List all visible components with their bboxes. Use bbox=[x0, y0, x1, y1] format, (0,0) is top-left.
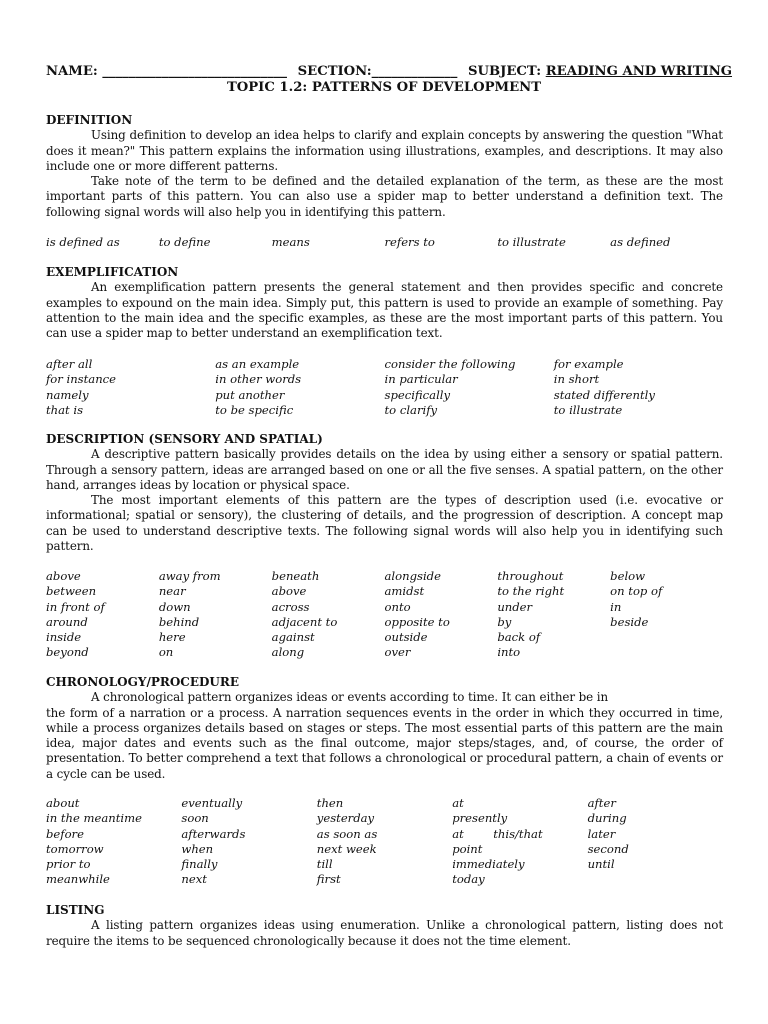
chronology-paragraph-1a: A chronological pattern organizes ideas or events according to time. It can either be in bbox=[91, 690, 609, 705]
signal-word: during bbox=[587, 811, 627, 826]
signal-word: presently bbox=[452, 811, 508, 826]
signal-word: beneath bbox=[271, 569, 320, 583]
signal-word: for example bbox=[553, 357, 624, 371]
signal-word: till bbox=[316, 857, 333, 872]
signal-word: prior to bbox=[46, 857, 91, 872]
signal-word: as an example bbox=[215, 357, 300, 371]
signal-word: alongside bbox=[384, 569, 441, 583]
signal-word: next week bbox=[316, 841, 377, 856]
signal-word: beyond bbox=[46, 645, 89, 660]
signal-word: near bbox=[158, 584, 186, 599]
signal-word: then bbox=[316, 796, 344, 810]
definition-section bbox=[46, 113, 723, 220]
signal-word: until bbox=[587, 857, 615, 872]
signal-word: put another bbox=[215, 387, 285, 402]
topic-title: TOPIC 1.2: PATTERNS OF DEVELOPMENT bbox=[226, 80, 542, 95]
signal-word: amidst bbox=[384, 584, 425, 599]
chronology-heading: CHRONOLOGY/PROCEDURE bbox=[46, 675, 239, 689]
signal-word: in bbox=[610, 599, 622, 614]
signal-word: meanwhile bbox=[46, 872, 110, 887]
chronology-paragraph-1b: the form of a narration or a process. A narration sequences events in the order in which they occurred in time, while a process organizes details based on stages or steps. The most essential parts of this pattern are the main idea, major dates and events such as the final outcome, major steps/stages, and, of course, the order of presentation. To better comprehend a text that follows a chronological or procedural pattern, a chain of events or a cycle can be used. bbox=[46, 705, 723, 781]
signal-word: back of bbox=[497, 630, 541, 645]
exemplification-section bbox=[46, 265, 723, 341]
signal-word: to illustrate bbox=[497, 235, 566, 249]
signal-word bbox=[610, 630, 723, 645]
signal-word: onto bbox=[384, 599, 411, 614]
signal-word: yesterday bbox=[316, 811, 375, 826]
signal-word: specifically bbox=[384, 387, 451, 402]
description-section bbox=[46, 432, 723, 554]
signal-word: down bbox=[158, 599, 191, 614]
exemplification-paragraph-1: An exemplification pattern presents the general statement and then provides specific and concrete examples to expound on the main idea. Simply put, this pattern is used to provide an example of something. Pay attention to the main idea and the specific examples, as these are the most important parts of this pattern. You can use a spider map to better understand an exemplification text. bbox=[46, 280, 723, 341]
signal-word: eventually bbox=[181, 796, 243, 810]
signal-word: before bbox=[46, 826, 84, 841]
signal-word: beside bbox=[610, 614, 649, 629]
signal-word: in front of bbox=[46, 599, 105, 614]
signal-word: above bbox=[46, 569, 81, 583]
signal-word: into bbox=[497, 645, 521, 660]
signal-word: second bbox=[587, 841, 629, 856]
signal-word: after all bbox=[46, 357, 93, 371]
signal-word: to be specific bbox=[215, 402, 294, 417]
signal-word: that is bbox=[46, 402, 84, 417]
signal-word: first bbox=[316, 872, 341, 887]
subject-value: READING AND WRITING bbox=[545, 64, 733, 79]
signal-word: is defined as bbox=[46, 235, 120, 249]
signal-word: on bbox=[158, 645, 174, 660]
signal-word: point bbox=[452, 841, 483, 856]
exemplification-heading: EXEMPLIFICATION bbox=[46, 265, 179, 279]
signal-word: afterwards bbox=[181, 826, 246, 841]
signal-word: across bbox=[271, 599, 310, 614]
signal-word: after bbox=[587, 796, 616, 810]
signal-word: namely bbox=[46, 387, 89, 402]
signal-word: consider the following bbox=[384, 357, 516, 371]
signal-word: against bbox=[271, 630, 315, 645]
exemplification-signal-words bbox=[46, 357, 723, 418]
description-paragraph-1: A descriptive pattern basically provides details on the idea by using either a sensory or spatial pattern. Through a sensory pattern, ideas are arranged based on one or all the five senses. A spatial pattern, on the other hand, arranges ideas by location or physical space. bbox=[46, 447, 723, 492]
subject-label: SUBJECT: bbox=[467, 64, 542, 79]
signal-word: in the meantime bbox=[46, 811, 142, 826]
signal-word: refers to bbox=[384, 235, 435, 249]
signal-word: next bbox=[181, 872, 207, 887]
signal-word: outside bbox=[384, 630, 428, 645]
signal-word: behind bbox=[158, 614, 200, 629]
signal-word: in particular bbox=[384, 372, 458, 387]
signal-word: by bbox=[497, 614, 512, 629]
signal-word: opposite to bbox=[384, 614, 450, 629]
signal-word: about bbox=[46, 796, 80, 810]
listing-section bbox=[46, 903, 723, 949]
signal-word: below bbox=[610, 569, 646, 583]
signal-word: on top of bbox=[610, 584, 663, 599]
name-field[interactable]: NAME: ____________________________ bbox=[46, 64, 288, 79]
signal-word: stated differently bbox=[553, 387, 655, 402]
signal-word: in short bbox=[553, 372, 600, 387]
section-field[interactable]: SECTION:_____________ bbox=[297, 64, 458, 79]
signal-word: to the right bbox=[497, 584, 565, 599]
signal-word: for instance bbox=[46, 372, 117, 387]
signal-word: tomorrow bbox=[46, 841, 104, 856]
definition-paragraph-1: Using definition to develop an idea helps to clarify and explain concepts by answering the question "What does it mean?" This pattern explains the information using illustrations, examples, and descriptions. It may also include one or more different patterns. bbox=[46, 128, 723, 173]
listing-paragraph-1: A listing pattern organizes ideas using enumeration. Unlike a chronological pattern, listing does not require the items to be sequenced chronologically because it does not the time element. bbox=[46, 918, 723, 948]
signal-word: as soon as bbox=[316, 826, 378, 841]
description-heading: DESCRIPTION (SENSORY AND SPATIAL) bbox=[46, 432, 323, 446]
signal-word: over bbox=[384, 645, 411, 660]
signal-word: to illustrate bbox=[553, 402, 623, 417]
signal-word bbox=[588, 872, 723, 887]
header-line bbox=[46, 64, 733, 79]
signal-word: in other words bbox=[215, 372, 302, 387]
signal-word: when bbox=[181, 841, 214, 856]
signal-word: between bbox=[46, 584, 97, 599]
signal-word: to define bbox=[158, 235, 211, 249]
signal-word: away from bbox=[158, 569, 221, 583]
definition-paragraph-2: Take note of the term to be defined and the detailed explanation of the term, as these are the most important parts of this pattern. You can also use a spider map to better understand a definition text. The following signal words will also help you in identifying this pattern. bbox=[46, 174, 723, 219]
definition-signal-words bbox=[46, 235, 723, 250]
signal-word: at bbox=[452, 796, 464, 810]
signal-word: soon bbox=[181, 811, 209, 826]
signal-word: today bbox=[452, 872, 485, 887]
signal-word: immediately bbox=[452, 857, 525, 872]
description-signal-words bbox=[46, 569, 723, 661]
chronology-section bbox=[46, 675, 723, 782]
signal-word: along bbox=[271, 645, 305, 660]
signal-word: as defined bbox=[610, 235, 671, 249]
signal-word: means bbox=[271, 235, 310, 249]
signal-word: to clarify bbox=[384, 402, 438, 417]
signal-word: at this/that bbox=[452, 826, 543, 841]
definition-heading: DEFINITION bbox=[46, 113, 133, 127]
signal-word: inside bbox=[46, 630, 82, 645]
signal-word: adjacent to bbox=[271, 614, 338, 629]
signal-word: above bbox=[271, 584, 307, 599]
listing-heading: LISTING bbox=[46, 903, 105, 917]
signal-word: here bbox=[158, 630, 186, 645]
signal-word: later bbox=[587, 826, 616, 841]
signal-word bbox=[610, 645, 723, 660]
signal-word: under bbox=[497, 599, 533, 614]
signal-word: around bbox=[46, 614, 88, 629]
signal-word: throughout bbox=[497, 569, 564, 583]
description-paragraph-2: The most important elements of this pattern are the types of description used (i.e. evocative or informational; spatial or sensory), the clustering of details, and the progression of description. A concept map can be used to understand descriptive texts. The following signal words will also help you in identifying such pattern. bbox=[46, 493, 723, 553]
chronology-signal-words bbox=[46, 796, 723, 888]
signal-word: finally bbox=[181, 857, 218, 872]
